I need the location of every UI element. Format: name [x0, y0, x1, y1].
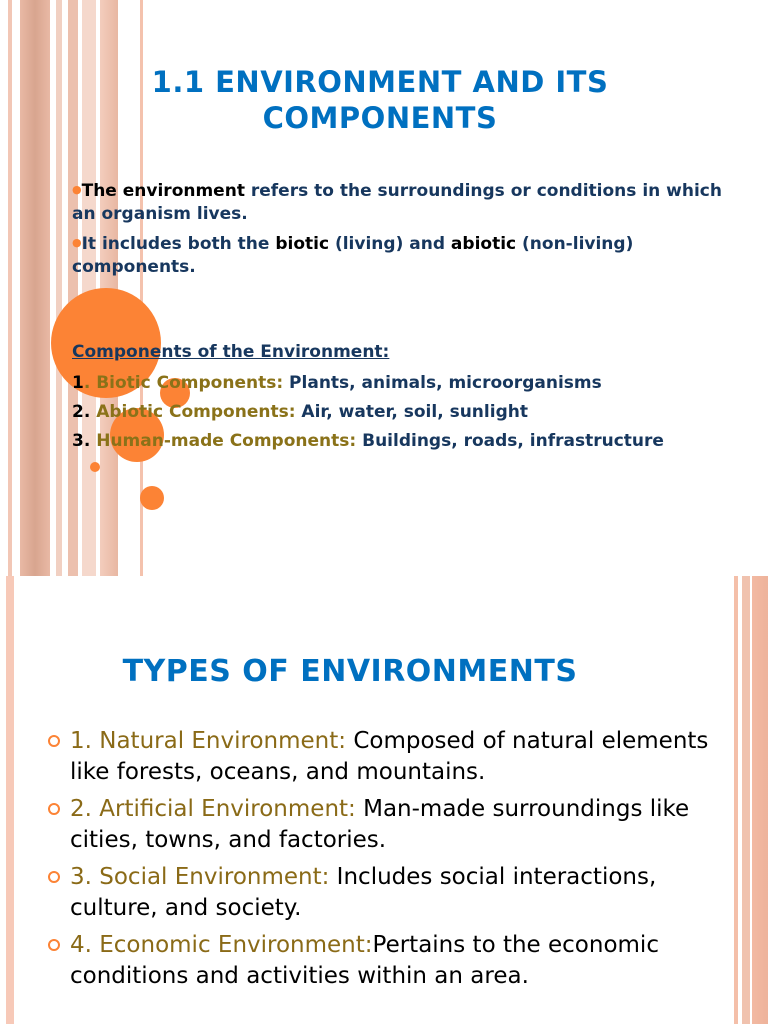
bullet-dot-icon: ●: [72, 183, 82, 196]
ring-bullet-icon: [48, 939, 60, 951]
ring-bullet-icon: [48, 803, 60, 815]
item-number: 3.: [72, 431, 91, 451]
decorative-bar: [56, 0, 62, 576]
title-line: COMPONENTS: [262, 101, 498, 135]
definition-paragraph: [72, 178, 722, 226]
slide-types-of-environments: [0, 576, 768, 1024]
item-number: 2.: [72, 402, 91, 422]
decorative-bar: [734, 576, 738, 1024]
decorative-bar: [742, 576, 750, 1024]
components-heading: Components of the Environment:: [72, 342, 390, 362]
ring-bullet-icon: [48, 735, 60, 747]
item-label: 2. Artificial Environment:: [70, 796, 356, 822]
slide-title: TYPES OF ENVIRONMENTS: [122, 654, 578, 689]
text-lead: It includes both the: [81, 234, 276, 254]
item-label: 1. Natural Environment:: [70, 728, 347, 754]
decorative-bar: [82, 0, 96, 576]
item-value: Air, water, soil, sunlight: [295, 402, 528, 422]
list-item: [72, 430, 722, 453]
item-number: 1: [72, 373, 84, 393]
decorative-bar: [8, 0, 12, 576]
includes-paragraph: [72, 231, 722, 279]
list-item: [48, 862, 728, 924]
item-text: Man-made surroundings like cities, towns, and factories.: [70, 796, 690, 853]
text-rest: refers to the surroundings or conditions in which an organism lives.: [72, 181, 722, 224]
item-text: Pertains to the economic conditions and activities within an area.: [70, 932, 659, 989]
title-line: 1.1 ENVIRONMENT AND ITS: [151, 65, 609, 99]
list-item: [48, 930, 728, 992]
ring-bullet-icon: [48, 871, 60, 883]
item-label: 4. Economic Environment:: [70, 932, 373, 958]
bullet-dot-icon: ●: [72, 236, 82, 249]
item-label: 3. Social Environment:: [70, 864, 330, 890]
decorative-bar: [20, 0, 50, 576]
item-value: Buildings, roads, infrastructure: [356, 431, 664, 451]
list-item: [48, 794, 728, 856]
text-rest: (non-living) components.: [72, 234, 634, 277]
types-list: [48, 726, 728, 998]
decorative-bar: [68, 0, 78, 576]
list-item: [72, 372, 722, 395]
item-label: . Biotic Components:: [83, 373, 284, 393]
text-mid: (living) and: [329, 234, 451, 254]
decorative-circle: [90, 462, 100, 472]
list-item: [72, 401, 722, 424]
slide-title: [100, 64, 660, 136]
item-text: Composed of natural elements like forests, oceans, and mountains.: [70, 728, 709, 785]
text-lead: The: [81, 181, 123, 201]
text-emphasis: biotic: [275, 234, 330, 254]
item-label: Abiotic Components:: [90, 402, 296, 422]
text-emphasis: environment: [122, 181, 245, 201]
decorative-bar: [6, 576, 14, 1024]
components-list: [72, 372, 722, 459]
list-item: [48, 726, 728, 788]
decorative-bar: [752, 576, 768, 1024]
decorative-circle: [140, 486, 164, 510]
text-emphasis: abiotic: [450, 234, 517, 254]
item-text: Includes social interactions, culture, and society.: [70, 864, 657, 921]
item-value: Plants, animals, microorganisms: [283, 373, 602, 393]
item-label: Human-made Components:: [90, 431, 357, 451]
